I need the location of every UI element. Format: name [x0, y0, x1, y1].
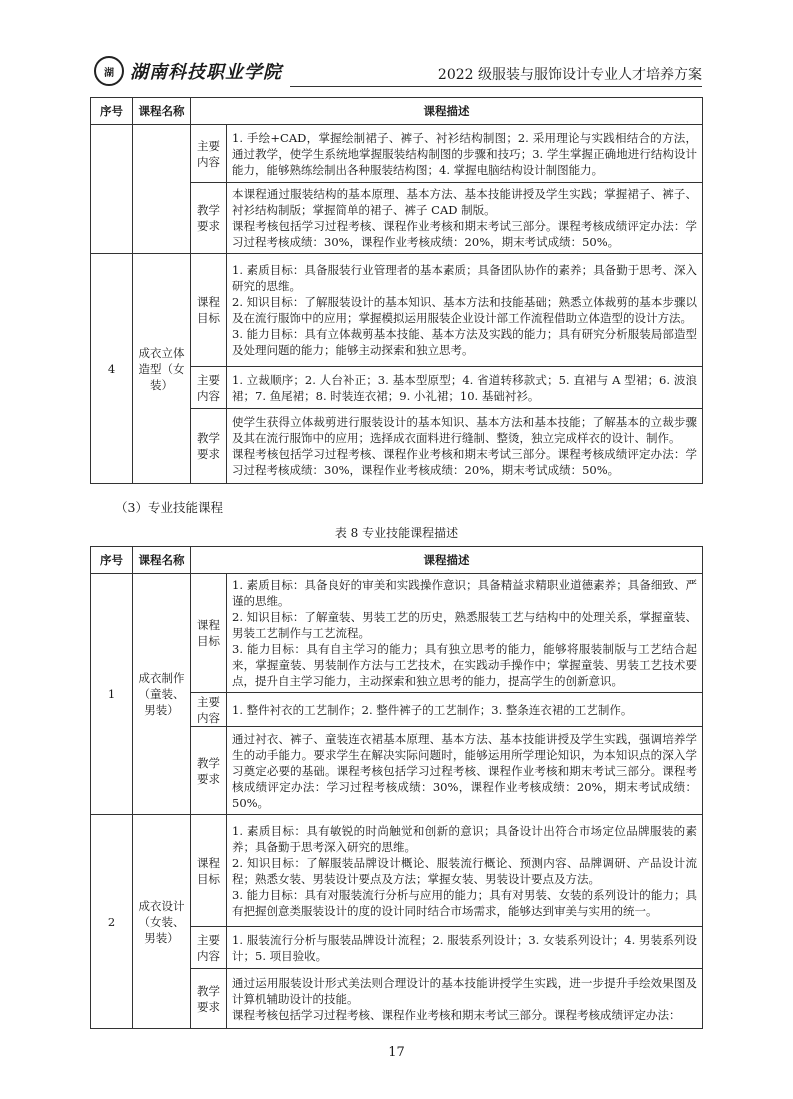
row-label: 课程 目标 [191, 815, 227, 927]
row-label: 教学 要求 [191, 969, 227, 1029]
header-course-name: 课程名称 [133, 98, 191, 125]
row-text: 本课程通过服装结构的基本原理、基本方法、基本技能讲授及学生实践；掌握裙子、裤子、衬衫结构制版；掌握简单的裙子、裤子 CAD 制版。 课程考核包括学习过程考核、课程作业考核和期末考试三部分。课程考核成绩评定办法：学习过程考核成绩：30%，课程作业考核成绩：20%，期末考试成绩：50%。 [227, 183, 703, 254]
course-name-cell [133, 125, 191, 254]
row-label: 主要 内容 [191, 367, 227, 409]
table-header-row [91, 98, 703, 125]
header-course-desc: 课程描述 [191, 547, 703, 574]
skills-course-table [90, 546, 703, 1029]
college-logo [94, 56, 282, 86]
table-row [91, 815, 703, 927]
course-no: 4 [91, 254, 133, 484]
row-label: 主要 内容 [191, 927, 227, 969]
row-text: 通过运用服装设计形式美法则合理设计的基本技能讲授学生实践，进一步提升手绘效果图及计算机辅助设计的技能。 课程考核包括学习过程考核、课程作业考核和期末考试三部分。课程考核成绩评定办法： [227, 969, 703, 1029]
table-row [91, 574, 703, 693]
header-course-name: 课程名称 [133, 547, 191, 574]
row-label: 教学 要求 [191, 409, 227, 484]
table-row [91, 254, 703, 367]
header-rule [290, 86, 702, 87]
row-label: 教学 要求 [191, 727, 227, 815]
row-text: 1. 服装流行分析与服装品牌设计流程；2. 服装系列设计；3. 女装系列设计；4. 男装系列设计；5. 项目验收。 [227, 927, 703, 969]
table-row [91, 125, 703, 183]
row-text: 1. 素质目标：具备服装行业管理者的基本素质；具备团队协作的素养；具备勤于思考、深入研究的思维。 2. 知识目标：了解服装设计的基本知识、基本方法和技能基础；熟悉立体裁剪的基本步骤以及在流行服饰中的应用；掌握模拟运用服装企业设计部工作流程借助立体造型的设计方法。 3. 能力目标：具有立体裁剪基本技能、基本方法及实践的能力；具有研究分析服装局部造型及处理问题的能力；能够主动探索和独立思考。 [227, 254, 703, 367]
course-table-continued [90, 97, 703, 484]
section-heading: （3）专业技能课程 [115, 500, 223, 515]
header-course-desc: 课程描述 [191, 98, 703, 125]
course-name: 成衣立体造型（女装） [133, 254, 191, 484]
page-header [90, 56, 702, 86]
course-no: 2 [91, 815, 133, 1029]
row-text: 1. 整件衬衣的工艺制作；2. 整件裤子的工艺制作；3. 整条连衣裙的工艺制作。 [227, 693, 703, 727]
table-caption: 表 8 专业技能课程描述 [334, 526, 459, 540]
row-text: 1. 素质目标：具备良好的审美和实践操作意识；具备精益求精职业道德素养；具备细致、严谨的思维。 2. 知识目标：了解童装、男装工艺的历史，熟悉服装工艺与结构中的处理关系，掌握童装、男装工艺制作与工艺流程。 3. 能力目标：具有自主学习的能力；具有独立思考的能力，能够将服装制版与工艺结合起来，掌握童装、男装制作方法与工艺技术，在实践动手操作中；掌握童装、男装工艺技术要点，提升自主学习能力，主动探索和独立思考的能力，提高学生的创新意识。 [227, 574, 703, 693]
document-title: 2022 级服装与服饰设计专业人才培养方案 [437, 67, 702, 83]
row-text: 1. 手绘+CAD，掌握绘制裙子、裤子、衬衫结构制图；2. 采用理论与实践相结合的方法，通过教学，使学生系统地掌握服装结构制图的步骤和技巧；3. 学生掌握正确地进行结构设计能力，能够熟练绘制出各种服装结构图；4. 掌握电脑结构设计制图能力。 [227, 125, 703, 183]
row-label: 课程 目标 [191, 574, 227, 693]
course-name: 成衣制作（童装、男装） [133, 574, 191, 815]
row-text: 通过衬衣、裤子、童装连衣裙基本原理、基本方法、基本技能讲授及学生实践，强调培养学生的动手能力。要求学生在解决实际问题时，能够运用所学理论知识，为本知识点的深入学习奠定必要的基础。课程考核包括学习过程考核、课程作业考核和期末考试三部分。课程考核成绩评定办法：学习过程考核成绩：30%，课程作业考核成绩：20%，期末考试成绩：50%。 [227, 727, 703, 815]
row-label: 主要 内容 [191, 125, 227, 183]
course-no-cell [91, 125, 133, 254]
header-no: 序号 [91, 547, 133, 574]
row-text: 1. 立裁顺序；2. 人台补正；3. 基本型原型；4. 省道转移款式；5. 直裙与 A 型裙；6. 波浪裙；7. 鱼尾裙；8. 时装连衣裙；9. 小礼裙；10. 基础衬衫。 [227, 367, 703, 409]
row-label: 课程 目标 [191, 254, 227, 367]
row-text: 1. 素质目标：具有敏锐的时尚触觉和创新的意识；具备设计出符合市场定位品牌服装的素养；具备勤于思考深入研究的思维。 2. 知识目标：了解服装品牌设计概论、服装流行概论、预测内容、品牌调研、产品设计流程；熟悉女装、男装设计要点及方法；掌握女装、男装设计要点及方法。 3. 能力目标：具有对服装流行分析与应用的能力；具有对男装、女装的系列设计的能力；具有把握创意类服装设计的度的设计同时结合市场需求，能够达到审美与实用的统一。 [227, 815, 703, 927]
row-label: 主要 内容 [191, 693, 227, 727]
row-label: 教学 要求 [191, 183, 227, 254]
page-number: 17 [388, 1045, 405, 1060]
college-name-logo: 湖南科技职业学院 [130, 62, 282, 83]
course-no: 1 [91, 574, 133, 815]
table-header-row [91, 547, 703, 574]
header-no: 序号 [91, 98, 133, 125]
college-seal-icon: 湖 [94, 56, 124, 86]
course-name: 成衣设计（女装、男装） [133, 815, 191, 1029]
row-text: 使学生获得立体裁剪进行服装设计的基本知识、基本方法和基本技能；了解基本的立裁步骤及其在流行服饰中的应用；选择成衣面料进行缝制、整烫，独立完成样衣的设计、制作。 课程考核包括学习过程考核、课程作业考核和期末考试三部分。课程考核成绩评定办法：学习过程考核成绩：30%，课程作业考核成绩：20%，期末考试成绩：50%。 [227, 409, 703, 484]
